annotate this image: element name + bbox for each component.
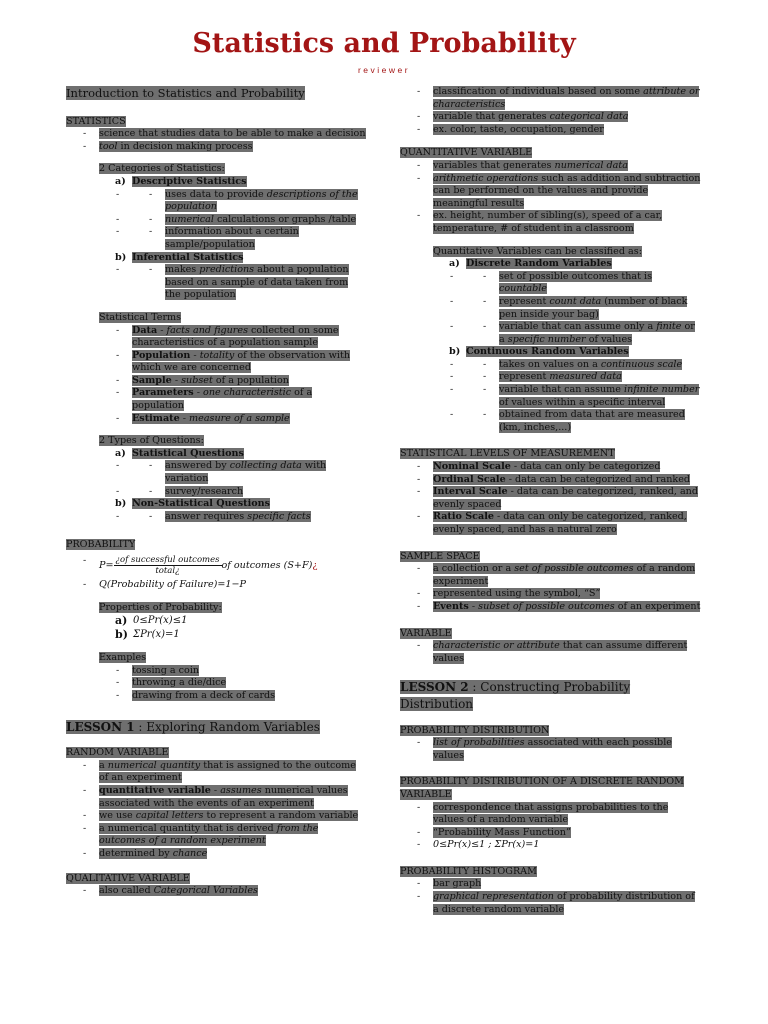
list-item: - a numerical quantity that is assigned to the outcome of an experiment	[66, 760, 366, 785]
list-item: a) Descriptive Statistics	[115, 175, 247, 187]
list-item: - - represent measured data	[400, 371, 702, 384]
list-item: - - set of possible outcomes that is countable	[400, 271, 702, 296]
levels-section	[400, 448, 702, 536]
section-heading: QUANTITATIVE VARIABLE	[400, 147, 533, 159]
qualitative-continued	[400, 86, 702, 136]
list-item: - a numerical quantity that is derived from the outcomes of a random experiment	[66, 823, 366, 848]
list-item: - drawing from a deck of cards	[66, 690, 366, 703]
section-heading: QUALITATIVE VARIABLE	[66, 872, 190, 884]
questions-heading: 2 Types of Questions:	[99, 435, 204, 447]
section-heading: PROBABILITY DISTRIBUTION OF A DISCRETE RANDOM VARIABLE	[400, 776, 684, 800]
list-item: - - makes predictions about a population based on a sample of data taken from the population	[66, 264, 366, 302]
list-item: - classification of individuals based on some attribute or characteristics	[400, 86, 702, 111]
variable-section	[400, 628, 702, 666]
list-item: - throwing a die/dice	[66, 677, 366, 690]
lesson-2-heading: LESSON 2 : Constructing Probability Distribution	[400, 680, 631, 711]
list-item: - variables that generates numerical data	[400, 160, 702, 173]
failure-formula: - Q(Probability of Failure)=1−P	[66, 579, 366, 592]
property-a: a) 0≤Pr(x)≤1	[115, 614, 188, 628]
section-heading: VARIABLE	[400, 627, 452, 639]
list-item: - - variable that can assume only a finite or a specific number of values	[400, 321, 702, 346]
page-title: Statistics and Probability	[192, 28, 576, 59]
list-item: - list of probabilities associated with each possible values	[400, 737, 702, 762]
terms-heading: Statistical Terms	[99, 311, 182, 323]
list-item: a) Discrete Random Variables	[449, 258, 612, 270]
section-heading: PROBABILITY	[66, 539, 136, 551]
list-item: - bar graph	[400, 878, 702, 891]
quantitative-section	[400, 147, 702, 434]
list-item: - tool in decision making process	[66, 141, 366, 154]
list-item: - arithmetic operations such as addition and subtraction can be performed on the values and provide meaningful results	[400, 173, 702, 211]
list-item: - variable that generates categorical data	[400, 111, 702, 124]
discrete-dist-section	[400, 776, 702, 852]
list-item: - Population - totality of the observation with which we are concerned	[66, 350, 366, 375]
list-item: - a collection or a set of possible outcomes of a random experiment	[400, 563, 702, 588]
list-item: - - obtained from data that are measured (km, inches,...)	[400, 409, 702, 434]
random-variable-section	[66, 747, 366, 860]
list-item: - tossing a coin	[66, 665, 366, 678]
list-item: b) Non-Statistical Questions	[115, 498, 270, 510]
list-item: - ex. height, number of sibling(s), speed of a car, temperature, # of student in a classroom	[400, 210, 702, 235]
list-item: - Events - subset of possible outcomes of an experiment	[400, 601, 702, 614]
list-item: - determined by chance	[66, 848, 366, 861]
probability-section	[66, 539, 366, 702]
list-item: a) Statistical Questions	[115, 447, 244, 459]
list-item: - characteristic or attribute that can assume different values	[400, 640, 702, 665]
list-item: - Data - facts and figures collected on some characteristics of a population sample	[66, 325, 366, 350]
property-b: b) ΣPr(x)=1	[115, 628, 180, 642]
list-item: b) Inferential Statistics	[115, 251, 244, 263]
list-item: - - answer requires specific facts	[66, 511, 366, 524]
list-item: - Interval Scale - data can be categorized, ranked, and evenly spaced	[400, 486, 702, 511]
probability-formula: - P= $\frac{\text{¿of successful outcomes}}{\text{total¿}}$ of outcomes (S+F)¿	[66, 555, 366, 576]
section-heading: SAMPLE SPACE	[400, 550, 480, 562]
list-item: - - survey/research	[66, 486, 366, 499]
left-column	[66, 86, 366, 898]
list-item: - - variable that can assume infinite number of values within a specific interval	[400, 384, 702, 409]
list-item: - Ratio Scale - data can only be categorized, ranked, evenly spaced, and has a natural zero	[400, 511, 702, 536]
categories-heading: 2 Categories of Statistics:	[99, 163, 225, 175]
classes-heading: Quantitative Variables can be classified as:	[433, 245, 642, 257]
list-item: b) Continuous Random Variables	[449, 346, 629, 358]
properties-heading: Properties of Probability:	[99, 601, 222, 613]
lesson-1-heading: LESSON 1 : Exploring Random Variables	[66, 719, 320, 734]
list-item: - quantitative variable - assumes numerical values associated with the events of an experiment	[66, 785, 366, 810]
list-item: - “Probability Mass Function”	[400, 827, 702, 840]
intro-section	[66, 86, 366, 102]
list-item: - Nominal Scale - data can only be categorized	[400, 461, 702, 474]
list-item: - represented using the symbol, “S”	[400, 588, 702, 601]
page-subtitle: reviewer	[357, 65, 411, 75]
section-heading: STATISTICAL LEVELS OF MEASUREMENT	[400, 448, 615, 460]
sample-space-section	[400, 551, 702, 614]
list-item: - - information about a certain sample/population	[66, 226, 366, 251]
examples-heading: Examples	[99, 652, 147, 664]
list-item: - - numerical calculations or graphs /table	[66, 214, 366, 227]
list-item: - Estimate - measure of a sample	[66, 413, 366, 426]
prob-dist-section	[400, 725, 702, 763]
list-item: - graphical representation of probability distribution of a discrete random variable	[400, 891, 702, 916]
list-item: - 0≤Pr(x)≤1 ; ΣPr(x)=1	[400, 839, 702, 852]
qualitative-section	[66, 873, 366, 898]
list-item: - correspondence that assigns probabilities to the values of a random variable	[400, 802, 702, 827]
section-heading: STATISTICS	[66, 115, 126, 127]
list-item: - science that studies data to be able to make a decision	[66, 128, 366, 141]
list-item: - Ordinal Scale - data can be categorized and ranked	[400, 474, 702, 487]
section-heading: RANDOM VARIABLE	[66, 747, 169, 759]
list-item: - - answered by collecting data with variation	[66, 460, 366, 485]
section-heading: PROBABILITY HISTOGRAM	[400, 865, 537, 877]
topic-heading: Introduction to Statistics and Probability	[66, 86, 305, 100]
list-item: - - takes on values on a continuous scale	[400, 359, 702, 372]
section-heading: PROBABILITY DISTRIBUTION	[400, 724, 550, 736]
list-item: - ex. color, taste, occupation, gender	[400, 124, 702, 137]
list-item: - we use capital letters to represent a random variable	[66, 810, 366, 823]
list-item: - - uses data to provide descriptions of the population	[66, 189, 366, 214]
list-item: - Sample - subset of a population	[66, 375, 366, 388]
list-item: - - represent count data (number of black pen inside your bag)	[400, 296, 702, 321]
list-item: - also called Categorical Variables	[66, 885, 366, 898]
statistics-section	[66, 116, 366, 524]
right-column	[400, 86, 702, 916]
list-item: - Parameters - one characteristic of a population	[66, 387, 366, 412]
histogram-section	[400, 866, 702, 916]
